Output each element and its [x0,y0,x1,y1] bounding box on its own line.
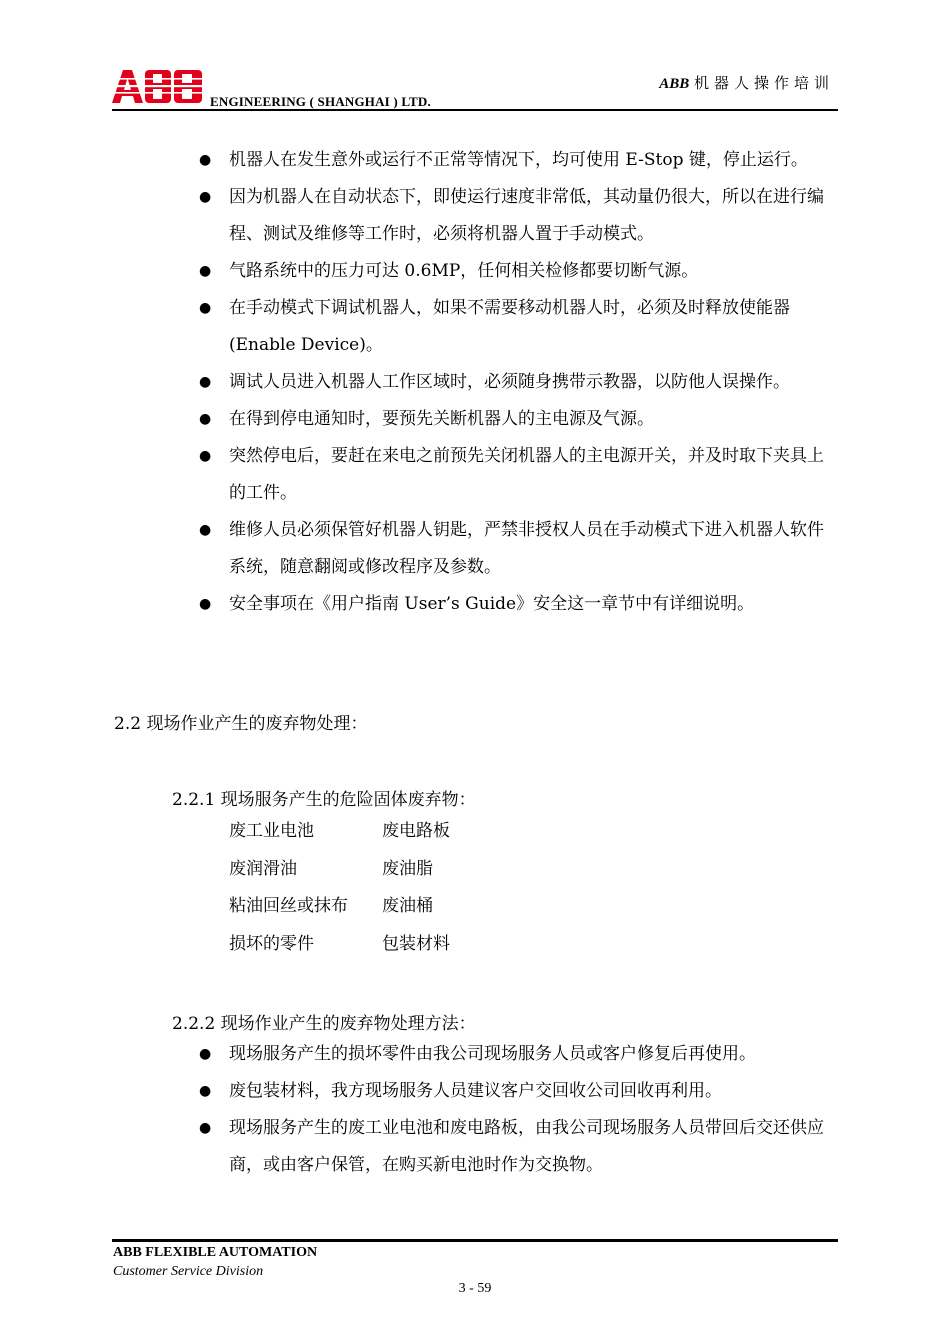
footer-division: Customer Service Division [113,1264,264,1279]
disposal-bullet-list [0,1036,950,1184]
table-row: 废润滑油 废油脂 [229,858,433,879]
section-heading-2-2: 2.2 现场作业产生的废弃物处理： [114,714,368,734]
footer-rule [112,1239,838,1242]
doc-title-text: 机器人操作培训 [693,74,834,92]
bullet-icon: ● [199,374,212,390]
list-item: ● 机器人在发生意外或运行不正常等情况下，均可使用 E-Stop 键，停止运行。 [0,142,950,179]
list-item: ● 调试人员进入机器人工作区域时，必须随身携带示教器，以防他人误操作。 [0,364,950,401]
bullet-icon: ● [199,411,212,427]
table-row: 损坏的零件 包装材料 [229,933,450,954]
list-item: ● 现场服务产生的损坏零件由我公司现场服务人员或客户修复后再使用。 [0,1036,950,1073]
list-item: ● 在手动模式下调试机器人，如果不需要移动机器人时，必须及时释放使能器(Enable Device)。 [0,290,950,364]
list-item: ● 废包装材料，我方现场服务人员建议客户交回收公司回收再利用。 [0,1073,950,1110]
bullet-icon: ● [199,1120,212,1136]
list-item: ● 气路系统中的压力可达 0.6MP，任何相关检修都要切断气源。 [0,253,950,290]
bullet-icon: ● [199,522,212,538]
table-row: 废工业电池 废电路板 [229,821,450,841]
list-item: ● 现场服务产生的废工业电池和废电路板，由我公司现场服务人员带回后交还供应商，或由客户保管，在购买新电池时作为交换物。 [0,1110,950,1184]
bullet-icon: ● [199,1046,212,1062]
bullet-icon: ● [199,263,212,279]
bullet-icon: ● [199,152,212,168]
table-row: 粘油回丝或抹布 废油桶 [229,896,433,916]
list-item: ● 安全事项在《用户指南 User’s Guide》安全这一章节中有详细说明。 [0,586,950,623]
list-item: ● 在得到停电通知时，要预先关断机器人的主电源及气源。 [0,401,950,438]
bullet-icon: ● [199,1083,212,1099]
safety-bullet-list [0,142,950,623]
header-rule [112,109,838,111]
bullet-icon: ● [199,189,212,205]
section-heading-2-2-2: 2.2.2 现场作业产生的废弃物处理方法： [172,1014,476,1034]
doc-title-brand: ABB [659,76,690,92]
company-name: ENGINEERING ( SHANGHAI ) LTD. [210,94,431,109]
bullet-icon: ● [199,448,212,464]
section-heading-2-2-1: 2.2.1 现场服务产生的危险固体废弃物： [172,790,476,810]
footer-company: ABB FLEXIBLE AUTOMATION [113,1245,318,1260]
bullet-icon: ● [199,596,212,612]
waste-table [229,813,450,963]
list-item: ● 因为机器人在自动状态下，即使运行速度非常低，其动量仍很大，所以在进行编程、测试及维修等工作时，必须将机器人置于手动模式。 [0,179,950,253]
document-title [659,72,834,93]
bullet-icon: ● [199,300,212,316]
abb-logo [112,70,204,103]
page-number: 3 - 59 [458,1281,492,1296]
list-item: ● 突然停电后，要赶在来电之前预先关闭机器人的主电源开关，并及时取下夹具上的工件。 [0,438,950,512]
list-item: ● 维修人员必须保管好机器人钥匙，严禁非授权人员在手动模式下进入机器人软件系统，随意翻阅或修改程序及参数。 [0,512,950,586]
